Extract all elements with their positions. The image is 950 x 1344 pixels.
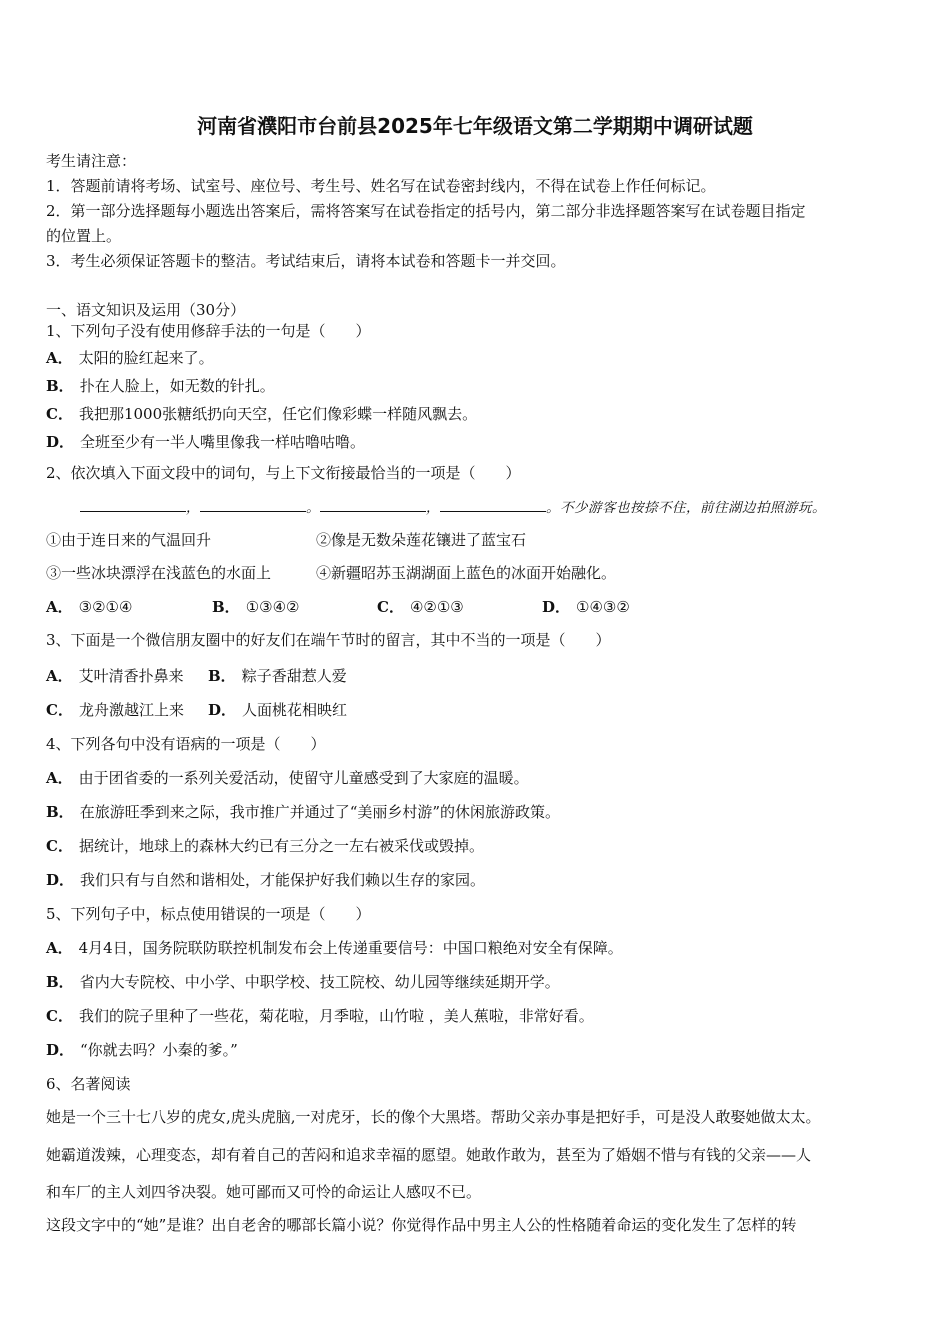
q3-option-c: C． 龙舟激越江上来: [46, 701, 184, 719]
q2-sentence-4: ④新疆昭苏玉湖湖面上蓝色的冰面开始融化。: [316, 564, 617, 582]
q4-stem: 4、下列各句中没有语病的一项是（ ）: [46, 735, 326, 753]
q3-option-a: A． 艾叶清香扑鼻来: [46, 667, 184, 685]
q5-option-c: C． 我们的院子里种了一些花，菊花啦，月季啦，山竹啦 ，美人蕉啦，非常好看。: [46, 1007, 594, 1025]
q2-stem: 2、依次填入下面文段中的词句，与上下文衔接最恰当的一项是（ ）: [46, 464, 521, 482]
q4-option-b: B． 在旅游旺季到来之际，我市推广并通过了“美丽乡村游”的休闲旅游政策。: [46, 803, 561, 821]
notice-heading: 考生请注意：: [46, 152, 137, 170]
q6-stem: 6、名著阅读: [46, 1075, 131, 1093]
q2-option-b: B． ①③④②: [212, 598, 300, 616]
q5-option-d: D． “你就去吗？小秦的爹。”: [46, 1041, 238, 1059]
section-heading: 一、语文知识及运用（30分）: [46, 301, 246, 319]
q6-passage-line-2: 她霸道泼辣，心理变态，却有着自己的苦闷和追求幸福的愿望。她敢作敢为，甚至为了婚姻不惜与有钱的父亲——人: [46, 1146, 812, 1164]
q4-option-c: C． 据统计，地球上的森林大约已有三分之一左右被采伐或毁掉。: [46, 837, 484, 855]
blank-3: [320, 497, 426, 512]
q1-option-c: C． 我把那1000张糖纸扔向天空，任它们像彩蝶一样随风飘去。: [46, 405, 478, 423]
q3-stem: 3、下面是一个微信朋友圈中的好友们在端午节时的留言，其中不当的一项是（ ）: [46, 631, 611, 649]
q5-option-a: A． 4月4日，国务院联防联控机制发布会上传递重要信号：中国口粮绝对安全有保障。: [46, 939, 623, 957]
notice-item-3: 3．考生必须保证答题卡的整洁。考试结束后，请将本试卷和答题卡一并交回。: [46, 252, 566, 270]
q2-fill-line: ， 。 ， 。不少游客也按捺不住，前往湖边拍照游玩。: [80, 497, 826, 518]
q6-passage-line-3: 和车厂的主人刘四爷决裂。她可鄙而又可怜的命运让人感叹不已。: [46, 1183, 482, 1201]
q1-option-b: B． 扑在人脸上，如无数的针扎。: [46, 377, 275, 395]
q5-stem: 5、下列句子中，标点使用错误的一项是（ ）: [46, 905, 371, 923]
blank-2: [200, 497, 306, 512]
q6-question: 这段文字中的“她”是谁？出自老舍的哪部长篇小说？你觉得作品中男主人公的性格随着命运的变化发生了怎样的转: [46, 1216, 797, 1234]
q6-passage-line-1: 她是一个三十七八岁的虎女,虎头虎脑,一对虎牙，长的像个大黑塔。帮助父亲办事是把好手，可是没人敢娶她做太太。: [46, 1108, 821, 1126]
page-title: 河南省濮阳市台前县2025年七年级语文第二学期期中调研试题: [197, 114, 753, 138]
notice-item-2-cont: 的位置上。: [46, 227, 122, 245]
q2-option-c: C． ④②①③: [377, 598, 464, 616]
q4-option-a: A． 由于团省委的一系列关爱活动，使留守儿童感受到了大家庭的温暖。: [46, 769, 529, 787]
q1-option-d: D． 全班至少有一半人嘴里像我一样咕噜咕噜。: [46, 433, 366, 451]
q2-sentence-3: ③一些冰块漂浮在浅蓝色的水面上: [46, 564, 272, 582]
blank-1: [80, 497, 186, 512]
notice-item-1: 1．答题前请将考场、试室号、座位号、考生号、姓名写在试卷密封线内，不得在试卷上作任何标记。: [46, 177, 716, 195]
q2-option-d: D． ①④③②: [542, 598, 630, 616]
q1-stem: 1、下列句子没有使用修辞手法的一句是（ ）: [46, 322, 371, 340]
q2-sentence-1: ①由于连日来的气温回升: [46, 531, 212, 549]
q3-option-d: D． 人面桃花相映红: [208, 701, 348, 719]
notice-item-2: 2．第一部分选择题每小题选出答案后，需将答案写在试卷指定的括号内，第二部分非选择题答案写在试卷题目指定: [46, 202, 806, 220]
q2-sentence-2: ②像是无数朵莲花镶进了蓝宝石: [316, 531, 527, 549]
q5-option-b: B． 省内大专院校、中小学、中职学校、技工院校、幼儿园等继续延期开学。: [46, 973, 560, 991]
q4-option-d: D． 我们只有与自然和谐相处，才能保护好我们赖以生存的家园。: [46, 871, 486, 889]
q1-option-a: A． 太阳的脸红起来了。: [46, 349, 214, 367]
q3-option-b: B． 粽子香甜惹人爱: [208, 667, 347, 685]
blank-4: [440, 497, 546, 512]
q2-option-a: A． ③②①④: [46, 598, 133, 616]
